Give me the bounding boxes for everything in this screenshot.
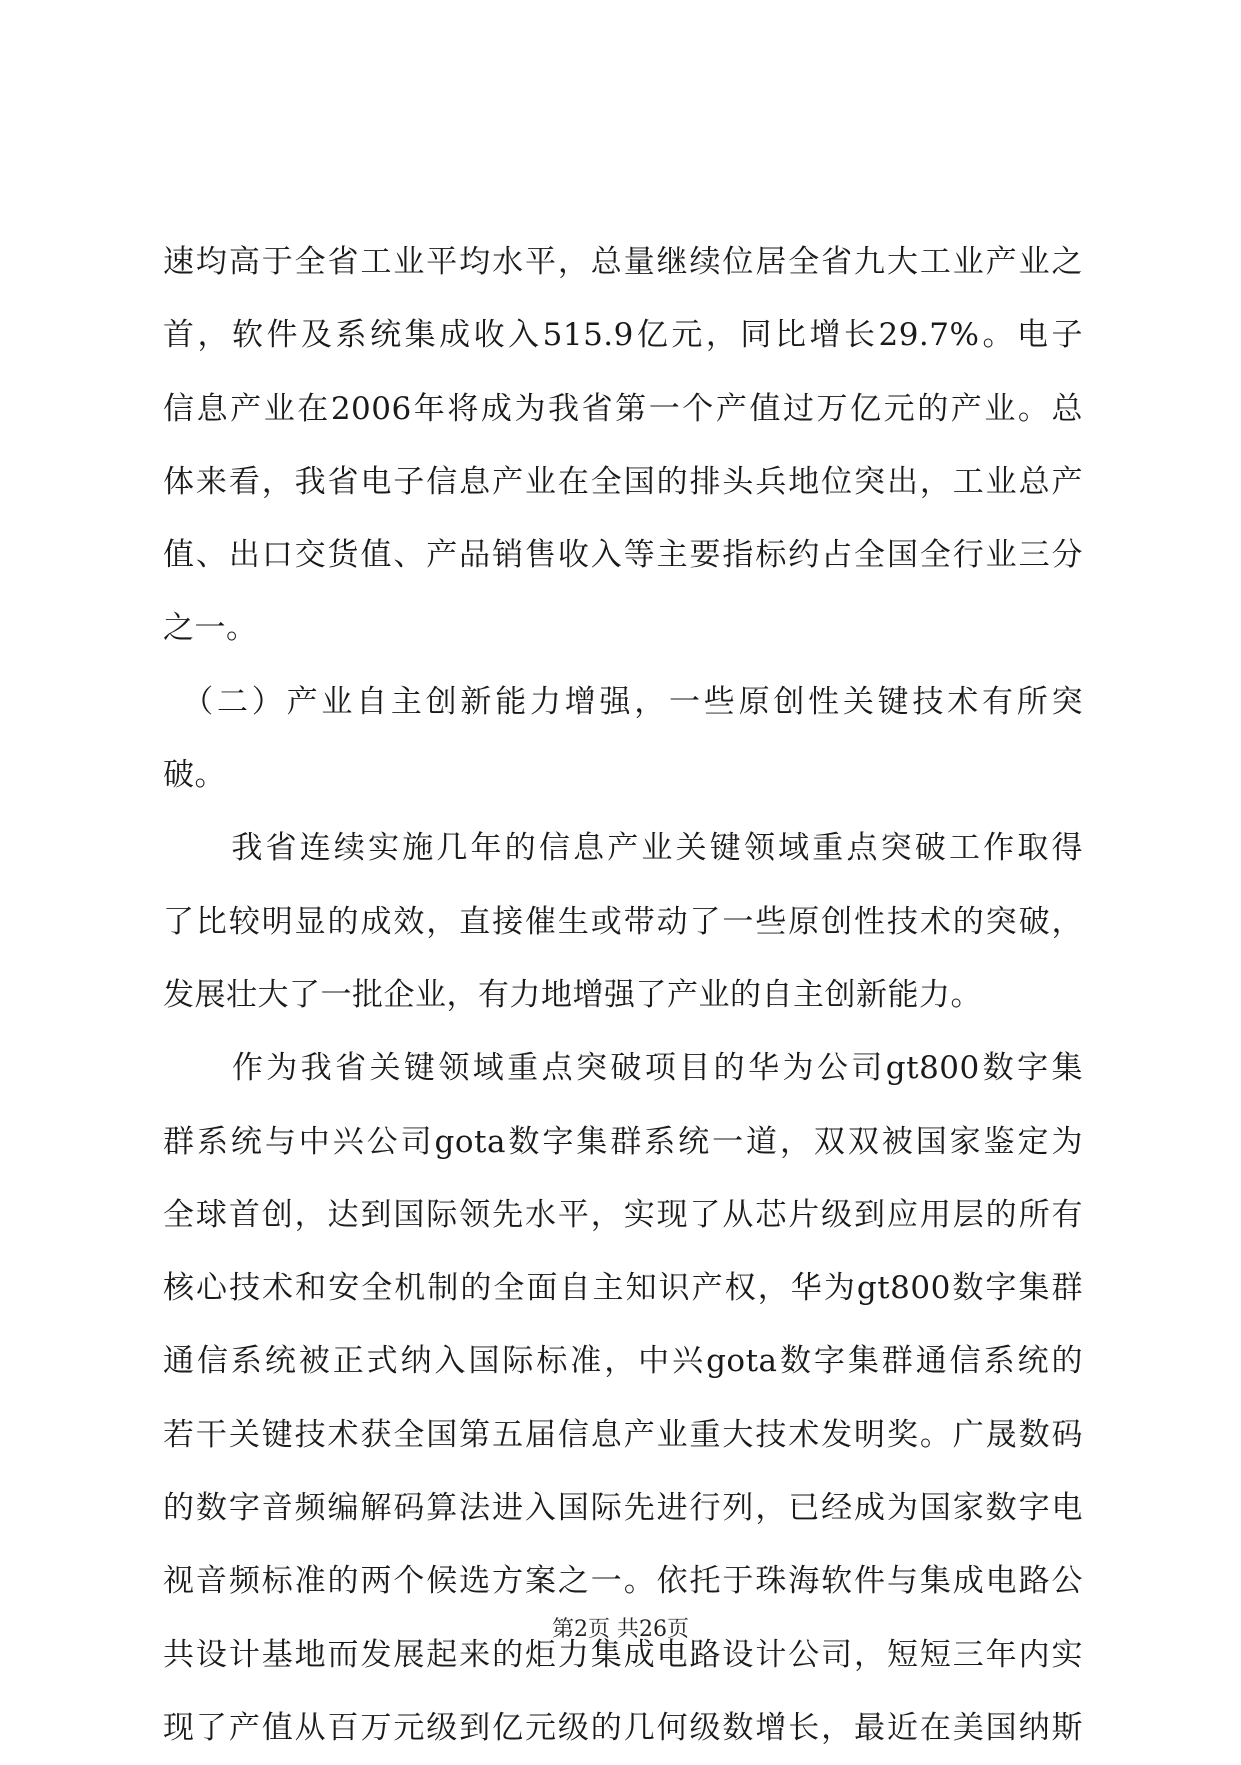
section-heading-line: （二）产业自主创新能力增强，一些原创性关键技术有所突	[163, 683, 1083, 720]
text-line: 通信系统被正式纳入国际标准，中兴gota数字集群通信系统的	[163, 1343, 1083, 1380]
text-line: 共设计基地而发展起来的炬力集成电路设计公司，短短三年内实	[163, 1636, 1083, 1673]
text-line: 核心技术和安全机制的全面自主知识产权，华为gt800数字集群	[163, 1270, 1083, 1307]
text-line: 我省连续实施几年的信息产业关键领域重点突破工作取得	[163, 830, 1083, 867]
text-line: 信息产业在2006年将成为我省第一个产值过万亿元的产业。总	[163, 390, 1083, 427]
text-line: 现了产值从百万元级到亿元级的几何级数增长，最近在美国纳斯	[163, 1709, 1083, 1746]
text-line: 速均高于全省工业平均水平，总量继续位居全省九大工业产业之	[163, 244, 1083, 280]
section-heading-line: 破。	[163, 757, 226, 794]
body-text	[163, 226, 1083, 1765]
text-line: 群系统与中兴公司gota数字集群系统一道，双双被国家鉴定为	[163, 1123, 1083, 1160]
text-line: 的数字音频编解码算法进入国际先进行列，已经成为国家数字电	[163, 1490, 1083, 1527]
text-line: 作为我省关键领域重点突破项目的华为公司gt800数字集	[163, 1050, 1083, 1087]
text-line: 全球首创，达到国际领先水平，实现了从芯片级到应用层的所有	[163, 1196, 1083, 1233]
text-line: 值、出口交货值、产品销售收入等主要指标约占全国全行业三分	[163, 537, 1083, 574]
text-line: 之一。	[163, 610, 258, 647]
page-number-footer: 第2页 共26页	[552, 1617, 689, 1642]
text-line: 首，软件及系统集成收入515.9亿元，同比增长29.7%。电子	[163, 317, 1083, 354]
text-line: 了比较明显的成效，直接催生或带动了一些原创性技术的突破，	[163, 903, 1083, 940]
text-line: 视音频标准的两个候选方案之一。依托于珠海软件与集成电路公	[163, 1563, 1083, 1600]
text-line: 发展壮大了一批企业，有力地增强了产业的自主创新能力。	[163, 976, 982, 1013]
text-line: 若干关键技术获全国第五届信息产业重大技术发明奖。广晟数码	[163, 1416, 1083, 1453]
text-line: 体来看，我省电子信息产业在全国的排头兵地位突出，工业总产	[163, 463, 1083, 500]
